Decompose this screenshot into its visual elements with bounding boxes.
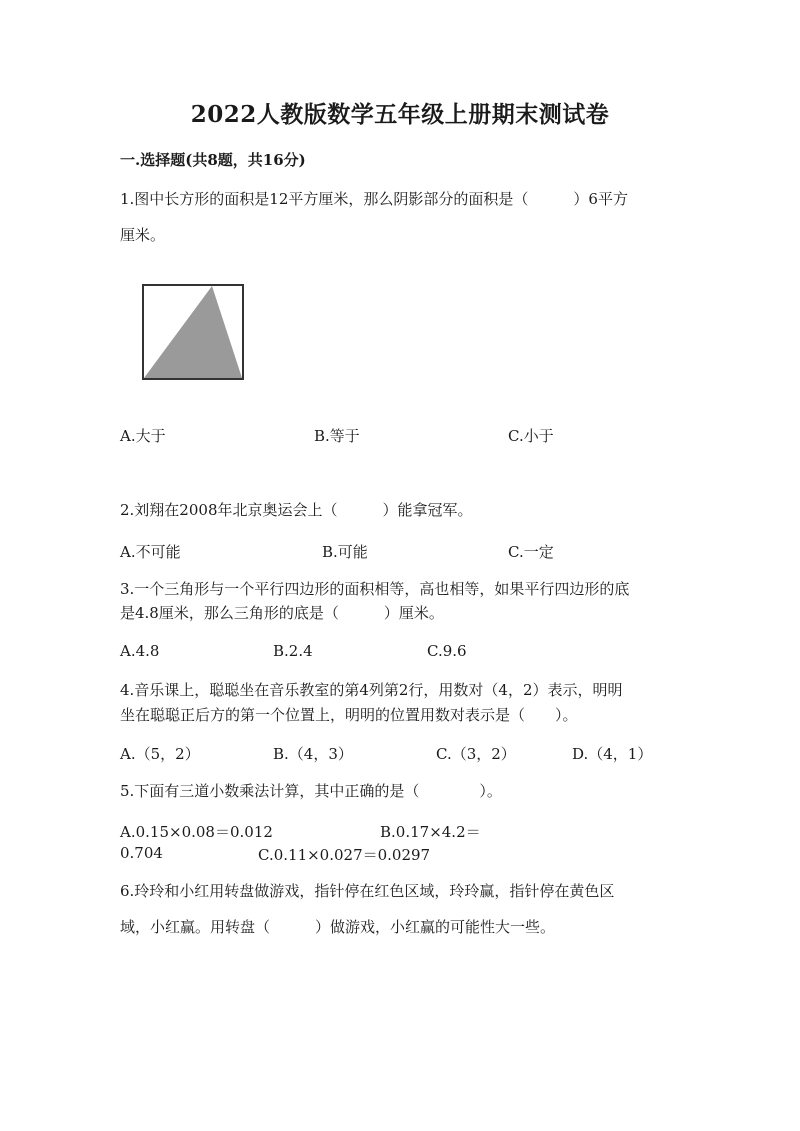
q3-option-a[interactable]: A.4.8 [120, 642, 160, 660]
q5-option-a[interactable]: A.0.15×0.08＝0.012 [120, 823, 273, 841]
question-3-line-2: 是4.8厘米，那么三角形的底是（ ）厘米。 [120, 604, 444, 622]
q2-option-b[interactable]: B.可能 [322, 543, 368, 561]
question-6-line-2: 域，小红赢。用转盘（ ）做游戏，小红赢的可能性大一些。 [120, 918, 556, 936]
shaded-triangle [144, 286, 242, 378]
question-6-line-1: 6.玲玲和小红用转盘做游戏，指针停在红色区域，玲玲赢，指针停在黄色区 [120, 882, 615, 900]
q4-option-d[interactable]: D.（4，1） [572, 745, 653, 763]
shaded-triangle-diagram [144, 286, 242, 378]
q3-option-c[interactable]: C.9.6 [427, 642, 467, 660]
section-heading: 一.选择题(共8题，共16分) [120, 151, 306, 169]
q4-option-b[interactable]: B.（4，3） [273, 745, 353, 763]
q1-option-b[interactable]: B.等于 [314, 427, 360, 445]
q5-option-b-continued: 0.704 [120, 844, 163, 862]
question-3-line-1: 3.一个三角形与一个平行四边形的面积相等，高也相等，如果平行四边形的底 [120, 580, 630, 598]
q4-option-a[interactable]: A.（5，2） [120, 745, 200, 763]
q1-option-a[interactable]: A.大于 [120, 427, 166, 445]
q4-option-c[interactable]: C.（3，2） [436, 745, 516, 763]
question-5-line-1: 5.下面有三道小数乘法计算，其中正确的是（ ）。 [120, 782, 502, 800]
question-2-line-1: 2.刘翔在2008年北京奥运会上（ ）能拿冠军。 [120, 501, 473, 519]
q2-option-a[interactable]: A.不可能 [120, 543, 181, 561]
q5-option-b[interactable]: B.0.17×4.2＝ [380, 823, 481, 841]
q2-option-c[interactable]: C.一定 [508, 543, 554, 561]
q3-option-b[interactable]: B.2.4 [273, 642, 313, 660]
question-4-line-1: 4.音乐课上，聪聪坐在音乐教室的第4列第2行，用数对（4，2）表示，明明 [120, 681, 623, 699]
q1-option-c[interactable]: C.小于 [508, 427, 554, 445]
page-title: 2022人教版数学五年级上册期末测试卷 [190, 101, 610, 128]
q5-option-c[interactable]: C.0.11×0.027＝0.0297 [258, 846, 431, 864]
rectangle-triangle-figure [142, 284, 244, 380]
question-1-line-2: 厘米。 [120, 226, 166, 244]
question-4-line-2: 坐在聪聪正后方的第一个位置上，明明的位置用数对表示是（ ）。 [120, 706, 578, 724]
question-1-line-1: 1.图中长方形的面积是12平方厘米，那么阴影部分的面积是（ ）6平方 [120, 190, 628, 208]
